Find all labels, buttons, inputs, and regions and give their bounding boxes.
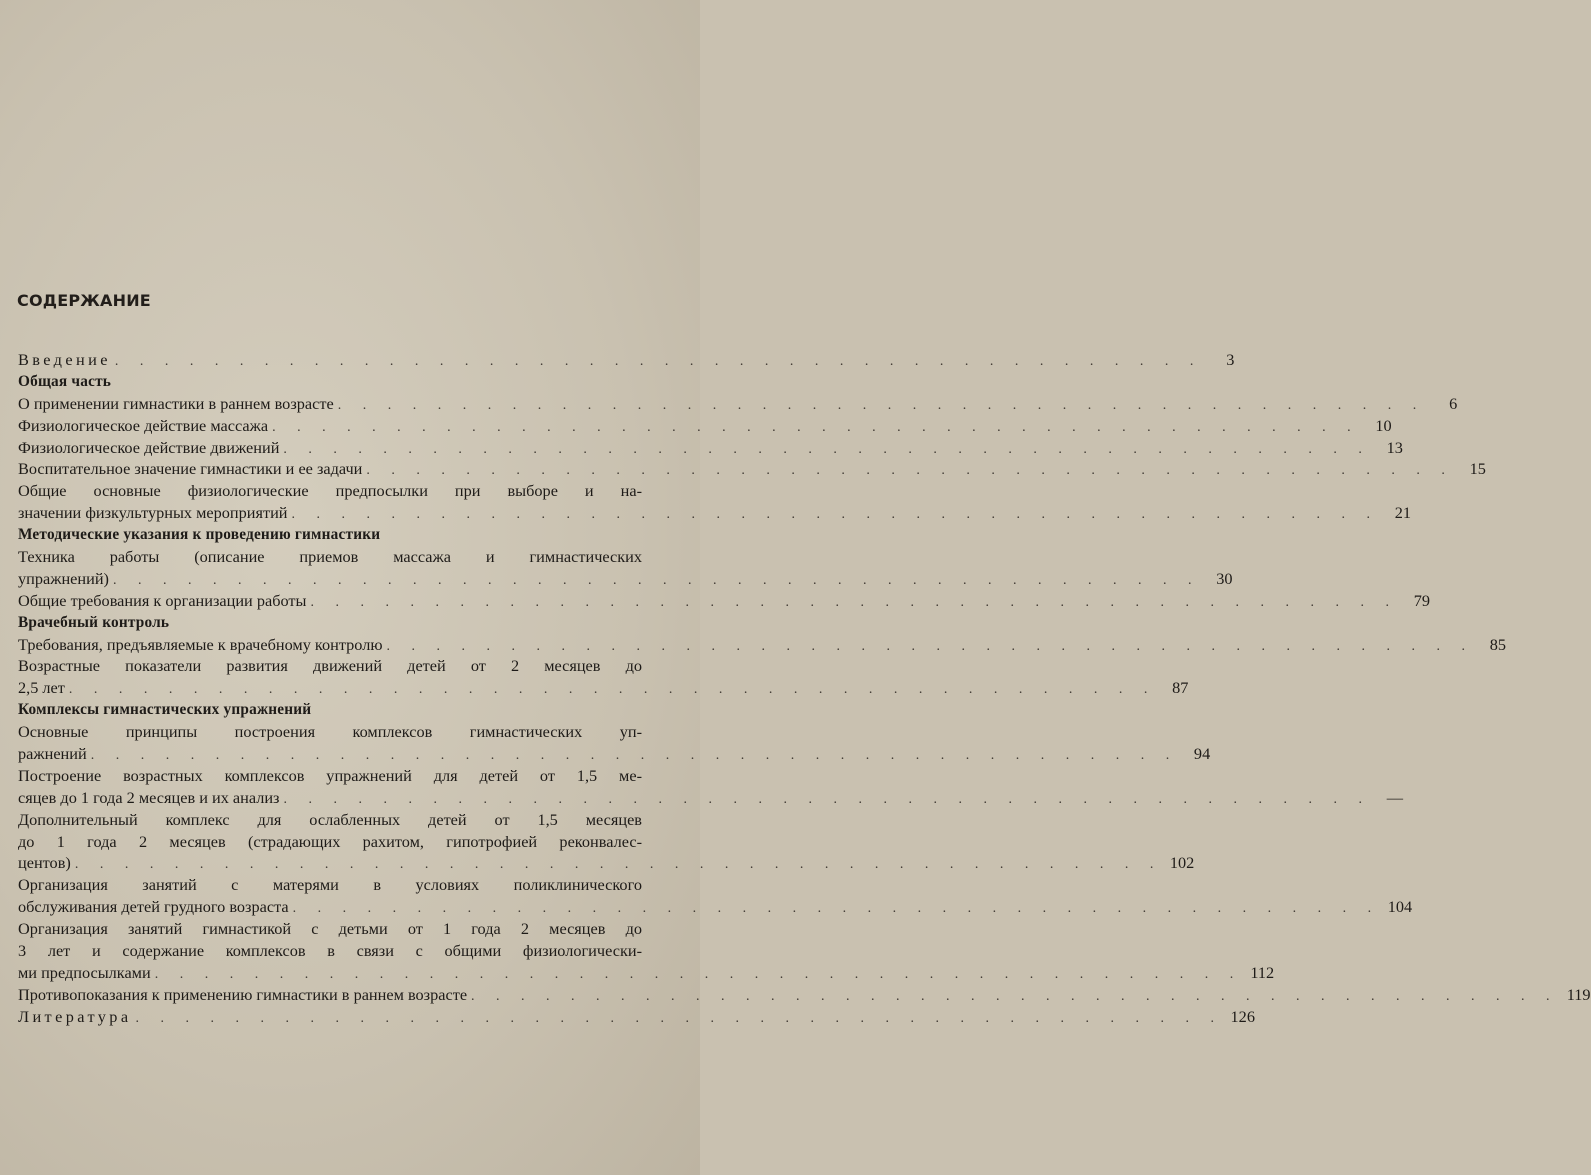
toc-entry-text: упражнений) <box>18 568 109 588</box>
toc-entry-text: Общие требования к организации работы <box>18 590 307 610</box>
toc-entry <box>18 809 1195 875</box>
dot-leader: . . . . . . . . . . . . . . . . . . . . . . . . . . . . . . . . . . . . . . . . . . . . <box>154 966 1243 982</box>
toc-entry <box>18 721 1211 765</box>
toc-entry <box>18 765 1403 809</box>
toc-page-number: 21 <box>1394 503 1412 523</box>
toc-entry-text: Организация занятий гимнастикой с детьми от 1 года 2 месяцев до <box>18 919 642 939</box>
toc-page-number: 15 <box>1469 459 1486 479</box>
toc-entry-text: Возрастные показатели развития движений детей от 2 месяцев до <box>18 656 642 676</box>
toc-page-number: 79 <box>1413 590 1430 610</box>
dot-leader: . . . . . . . . . . . . . . . . . . . . . . . . . . . . . . . . . . . . . . . . . . . . <box>310 594 1398 610</box>
toc-entry-text: Воспитательное значение гимнастики и ее задачи <box>18 459 363 479</box>
toc-entry-text: Основные принципы построения комплексов гимнастических уп- <box>18 722 642 742</box>
toc-page-number: 85 <box>1489 634 1507 654</box>
dot-leader: . . . . . . . . . . . . . . . . . . . . . . . . . . . . . . . . . . . . . . . . . . . . <box>283 441 1371 457</box>
toc-entry-text: 2,5 лет <box>18 678 65 698</box>
toc-page-number: 30 <box>1216 568 1233 588</box>
toc-entry-text: Физиологическое действие движений <box>18 437 280 457</box>
toc-entry-text: Противопоказания к применению гимнастики в раннем возрасте <box>18 984 468 1004</box>
toc-entry <box>18 349 1235 371</box>
dot-leader: . . . . . . . . . . . . . . . . . . . . . . . . . . . . . . . . . . . . . . . . . . . . <box>135 1010 1223 1026</box>
section-heading: Комплексы гимнастических упражнений <box>18 701 312 719</box>
dot-leader: . . . . . . . . . . . . . . . . . . . . . . . . . . . . . . . . . . . . . . . . . . . . <box>112 572 1201 588</box>
toc-page-number: 126 <box>1230 1006 1255 1026</box>
toc-entry-text: ражнений <box>18 744 87 764</box>
section-heading: Общая часть <box>18 372 112 390</box>
toc-page-number: 104 <box>1387 897 1413 917</box>
toc-entry-text: ми предпосылками <box>18 962 151 982</box>
toc-entry-text: Построение возрастных комплексов упражнений для детей от 1,5 ме- <box>18 765 642 785</box>
toc-page-number: 102 <box>1169 853 1195 873</box>
toc-entry-text: центов) <box>18 853 71 873</box>
toc-entry-text: О применении гимнастики в раннем возрасте <box>18 393 334 413</box>
toc-entry-text: значении физкультурных мероприятий <box>18 503 288 523</box>
table-of-contents <box>18 349 1591 1028</box>
toc-entry-text: Дополнительный комплекс для ослабленных детей от 1,5 месяцев <box>18 809 642 829</box>
toc-page-number: 10 <box>1375 415 1392 435</box>
toc-entry <box>18 546 1233 590</box>
toc-entry <box>18 415 1392 437</box>
toc-page-number: 13 <box>1386 437 1403 457</box>
toc-entry-text: до 1 года 2 месяцев (страдающих рахитом, гипотрофией реконвалес- <box>18 831 642 851</box>
toc-entry-text: Физиологическое действие массажа <box>18 415 269 435</box>
dot-leader: . . . . . . . . . . . . . . . . . . . . . . . . . . . . . . . . . . . . . . . . . . . . <box>272 419 1360 435</box>
dot-leader: . . . . . . . . . . . . . . . . . . . . . . . . . . . . . . . . . . . . . . . . . . . . <box>337 397 1426 413</box>
toc-entry <box>18 655 1189 699</box>
toc-page-number: 119 <box>1566 984 1591 1004</box>
toc-entry-text: Литература <box>18 1006 132 1026</box>
toc-entry-text: Общие основные физиологические предпосылки при выборе и на- <box>18 481 642 501</box>
toc-entry <box>18 590 1430 612</box>
toc-entry-text: Введение <box>18 350 111 369</box>
toc-entry-text: Техника работы (описание приемов массажа и гимнастических <box>18 547 642 567</box>
toc-entry <box>18 393 1458 415</box>
dot-leader: . . . . . . . . . . . . . . . . . . . . . . . . . . . . . . . . . . . . . . . . . . . . <box>386 638 1475 654</box>
dot-leader: . . . . . . . . . . . . . . . . . . . . . . . . . . . . . . . . . . . . . . . . . . . . <box>471 988 1559 1004</box>
toc-entry-text: Требования, предъявляемые к врачебному контролю <box>18 634 383 654</box>
toc-entry-text: сяцев до 1 года 2 месяцев и их анализ <box>18 787 280 807</box>
toc-page-number: 112 <box>1250 962 1275 982</box>
toc-page-number: 3 <box>1226 350 1235 369</box>
toc-entry <box>18 918 1275 984</box>
toc-page-number: 87 <box>1172 678 1189 698</box>
toc-entry-text: обслуживания детей грудного возраста <box>18 897 289 917</box>
section-heading: Методические указания к проведению гимнастики <box>18 526 381 544</box>
page-title: СОДЕРЖАНИЕ <box>17 291 151 310</box>
section-heading: Врачебный контроль <box>18 613 170 631</box>
toc-entry <box>18 437 1403 459</box>
toc-entry <box>18 634 1507 656</box>
toc-entry <box>18 984 1591 1006</box>
dot-leader: . . . . . . . . . . . . . . . . . . . . . . . . . . . . . . . . . . . . . . . . . . . . <box>74 857 1163 873</box>
toc-entry <box>18 458 1486 480</box>
toc-page-number: — <box>1386 787 1403 807</box>
toc-entry <box>18 1006 1255 1028</box>
toc-page-number: 94 <box>1193 744 1211 764</box>
dot-leader: . . . . . . . . . . . . . . . . . . . . . . . . . . . . . . . . . . . . . . . . . . . . <box>366 463 1454 479</box>
toc-entry <box>18 874 1413 918</box>
dot-leader: . . . . . . . . . . . . . . . . . . . . . . . . . . . . . . . . . . . . . . . . . . . . <box>291 507 1380 523</box>
dot-leader: . . . . . . . . . . . . . . . . . . . . . . . . . . . . . . . . . . . . . . . . . . . . <box>283 791 1371 807</box>
dot-leader: . . . . . . . . . . . . . . . . . . . . . . . . . . . . . . . . . . . . . . . . . . . . <box>292 901 1381 917</box>
toc-entry <box>18 480 1412 524</box>
dot-leader: . . . . . . . . . . . . . . . . . . . . . . . . . . . . . . . . . . . . . . . . . . . . <box>90 748 1179 764</box>
toc-entry-text: 3 лет и содержание комплексов в связи с общими физиологически- <box>18 941 642 961</box>
dot-leader: . . . . . . . . . . . . . . . . . . . . . . . . . . . . . . . . . . . . . . . . . . . . <box>68 682 1157 698</box>
toc-entry-text: Организация занятий с матерями в условиях поликлинического <box>18 875 642 895</box>
toc-page-number: 6 <box>1449 393 1458 413</box>
dot-leader: . . . . . . . . . . . . . . . . . . . . . . . . . . . . . . . . . . . . . . . . . . . . <box>114 354 1203 369</box>
